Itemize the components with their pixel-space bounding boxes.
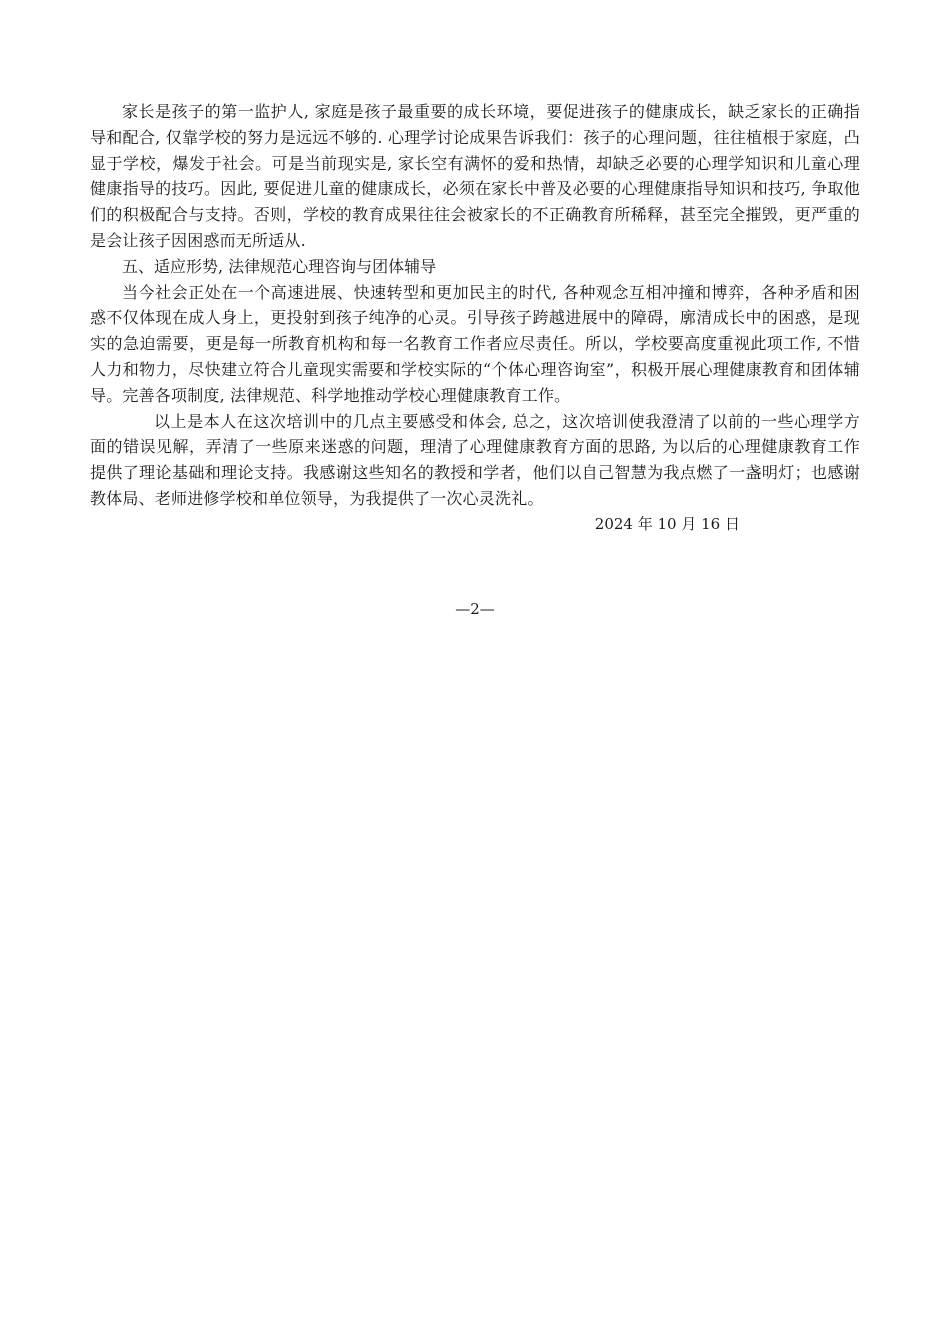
document-body xyxy=(90,99,860,537)
paragraph-conclusion: 以上是本人在这次培训中的几点主要感受和体会, 总之，这次培训使我澄清了以前的一些心理学方面的错误见解，弄清了一些原来迷惑的问题，理清了心理健康教育方面的思路, 为以后的心理健康教育工作提供了理论基础和理论支持。我感谢这些知名的教授和学者，他们以自己智慧为我点燃了一盏明灯；也感谢教体局、老师进修学校和单位领导，为我提供了一次心灵洗礼。 xyxy=(90,411,860,508)
paragraph-parents-role: 家长是孩子的第一监护人, 家庭是孩子最重要的成长环境，要促进孩子的健康成长，缺乏家长的正确指导和配合, 仅靠学校的努力是远远不够的. 心理学讨论成果告诉我们：孩子的心理问题，往往植根于家庭，凸显于学校，爆发于社会。可是当前现实是, 家长空有满怀的爱和热情，却缺乏必要的心理学知识和儿童心理健康指导的技巧。因此, 要促进儿童的健康成长，必须在家长中普及必要的心理健康指导知识和技巧, 争取他们的积极配合与支持。否则，学校的教育成果往往会被家长的不正确教育所稀释，甚至完全摧毁，更严重的是会让孩子因困惑而无所适从. xyxy=(90,102,860,250)
paragraph-counseling: 当今社会正处在一个高速进展、快速转型和更加民主的时代, 各种观念互相冲撞和博弈，各种矛盾和困惑不仅体现在成人身上，更投射到孩子纯净的心灵。引导孩子跨越进展中的障碍，廓清成长中的困惑，是现实的急迫需要，更是每一所教育机构和每一名教育工作者应尽责任。所以，学校要高度重视此项工作, 不惜人力和物力，尽快建立符合儿童现实需要和学校实际的“个体心理咨询室”，积极开展心理健康教育和团体辅导。完善各项制度, 法律规范、科学地推动学校心理健康教育工作。 xyxy=(90,282,860,405)
page-number: —2— xyxy=(455,600,495,618)
document-date: 2024 年 10 月 16 日 xyxy=(594,514,740,533)
section-heading-five: 五、适应形势, 法律规范心理咨询与团体辅导 xyxy=(122,256,437,276)
